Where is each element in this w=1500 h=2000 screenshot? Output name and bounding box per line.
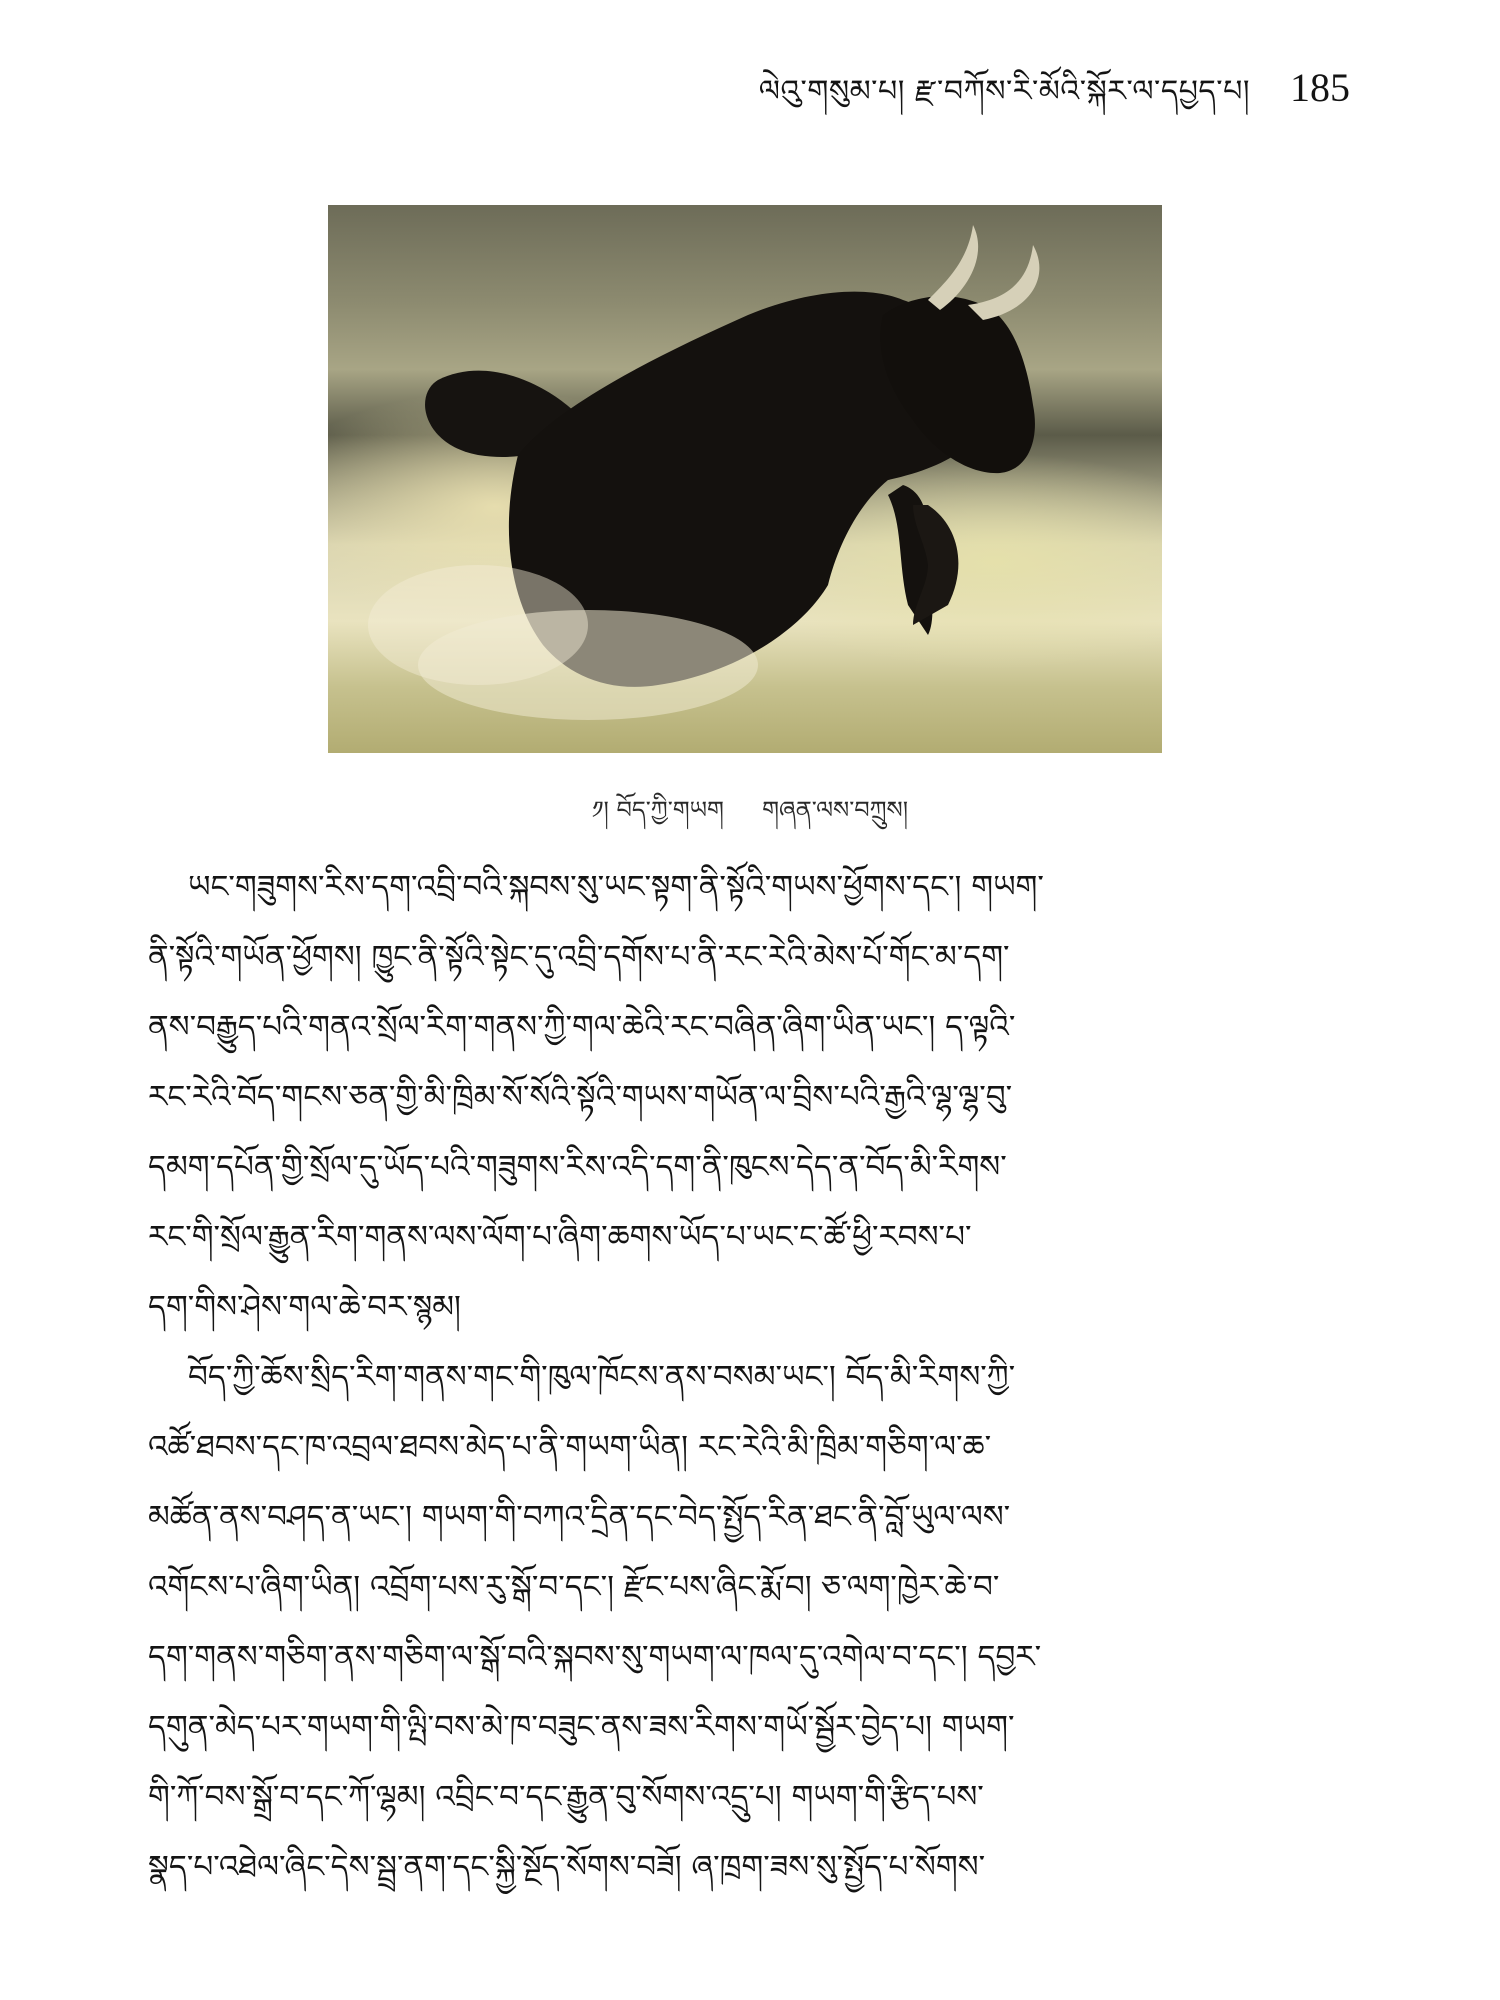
text-line: གི་ཀོ་བས་སྒྲོ་བ་དང་ཀོ་ལྷམ། འབྲིང་བ་དང་རྒྱུན་བུ་སོགས་འདྲུ་པ། གཡག་གི་རྩིད་པས་ xyxy=(148,1779,984,1815)
text-line: འགོངས་པ་ཞིག་ཡིན། འབྲོག་པས་རུ་སྒོ་བ་དང་། རྫོང་པས་ཞིང་རྨོ་བ། ཅ་ལག་ཁྱེར་ཆེ་བ་ xyxy=(148,1569,1000,1605)
text-line: འཚོ་ཐབས་དང་ཁ་འབྲལ་ཐབས་མེད་པ་ནི་གཡག་ཡིན། རང་རེའི་མི་ཁྲིམ་གཅིག་ལ་ཆ་ xyxy=(148,1429,992,1465)
figure-caption: ༡། བོད་ཀྱི་གཡག གཞན་ལས་བཀྲུས། xyxy=(591,796,909,824)
paragraph-2 xyxy=(148,1342,1348,1902)
text-line: ཡང་གཟུགས་རིས་དག་འབྲི་བའི་སྐབས་སུ་ཡང་སྟག་ནི་སྟོའི་གཡས་ཕྱོགས་དང་། གཡག་ xyxy=(188,869,1044,905)
running-header xyxy=(700,58,1350,142)
page-number: 185 xyxy=(1290,65,1350,110)
text-line: དམག་དཔོན་གྱི་སྲོལ་དུ་ཡོད་པའི་གཟུགས་རིས་འདི་དག་ནི་ཁུངས་དེད་ན་བོད་མི་རིགས་ xyxy=(148,1149,1007,1185)
text-line: དག་གནས་གཅིག་ནས་གཅིག་ལ་སྒོ་བའི་སྐབས་སུ་གཡག་ལ་ཁལ་དུ་འགེལ་བ་དང་། དབྱར་ xyxy=(148,1639,1042,1675)
text-line: ནི་སྟོའི་གཡོན་ཕྱོགས། ཁྱུང་ནི་སྟོའི་སྟེང་དུ་འབྲི་དགོས་པ་ནི་རང་རེའི་མེས་པོ་གོང་མ་དག་ xyxy=(148,939,1010,975)
text-line: བོད་ཀྱི་ཆོས་སྲིད་རིག་གནས་གང་གི་ཁུལ་ཁོངས་ནས་བསམ་ཡང་། བོད་མི་རིགས་ཀྱི་ xyxy=(188,1359,1016,1395)
text-line: དགུན་མེད་པར་གཡག་གི་ལྤི་བས་མེ་ཁ་བཟུང་ནས་ཟས་རིགས་གཡོ་སྦྱོར་བྱེད་པ། གཡག་ xyxy=(148,1709,1015,1745)
body-text xyxy=(148,852,1348,1902)
text-line: སྣད་པ་འཐེལ་ཞིང་དེས་སྦྲ་ནག་དང་སྐྱི་སྔོད་སོགས་བཟོ། ཞ་ཁྲག་ཟས་སུ་སྤྱོད་པ་སོགས་ xyxy=(148,1849,986,1885)
yak-photograph xyxy=(328,205,1162,753)
text-line: རང་རེའི་བོད་གངས་ཅན་གྱི་མི་ཁྲིམ་སོ་སོའི་སྟོའི་གཡས་གཡོན་ལ་བྲིས་པའི་རྒྱའི་ལྷ་ལྷ་བུ་ xyxy=(148,1079,1013,1115)
running-title: ལེའུ་གསུམ་པ། རྫ་བཀོས་རི་མོའི་སྐོར་ལ་དཔྱད་པ། xyxy=(758,74,1250,109)
text-line: མཚོན་ནས་བཤད་ན་ཡང་། གཡག་གི་བཀའ་དྲིན་དང་བེད་སྤྱོད་རིན་ཐང་ནི་བློ་ཡུལ་ལས་ xyxy=(148,1499,1011,1535)
text-line: དག་གིས་ཤེས་གལ་ཆེ་བར་སྙམ། xyxy=(148,1289,461,1325)
text-line: རང་གི་སྲོལ་རྒྱུན་རིག་གནས་ལས་ལོག་པ་ཞིག་ཆགས་ཡོད་པ་ཡང་ང་ཚོ་ཕྱི་རབས་པ་ xyxy=(148,1219,972,1255)
yak-illustration xyxy=(328,205,1162,753)
text-line: ནས་བརྒྱུད་པའི་གནའ་སྲོལ་རིག་གནས་ཀྱི་གལ་ཆེའི་རང་བཞིན་ཞིག་ཡིན་ཡང་། ད་ལྟའི་ xyxy=(148,1009,1016,1045)
paragraph-1 xyxy=(148,852,1348,1342)
